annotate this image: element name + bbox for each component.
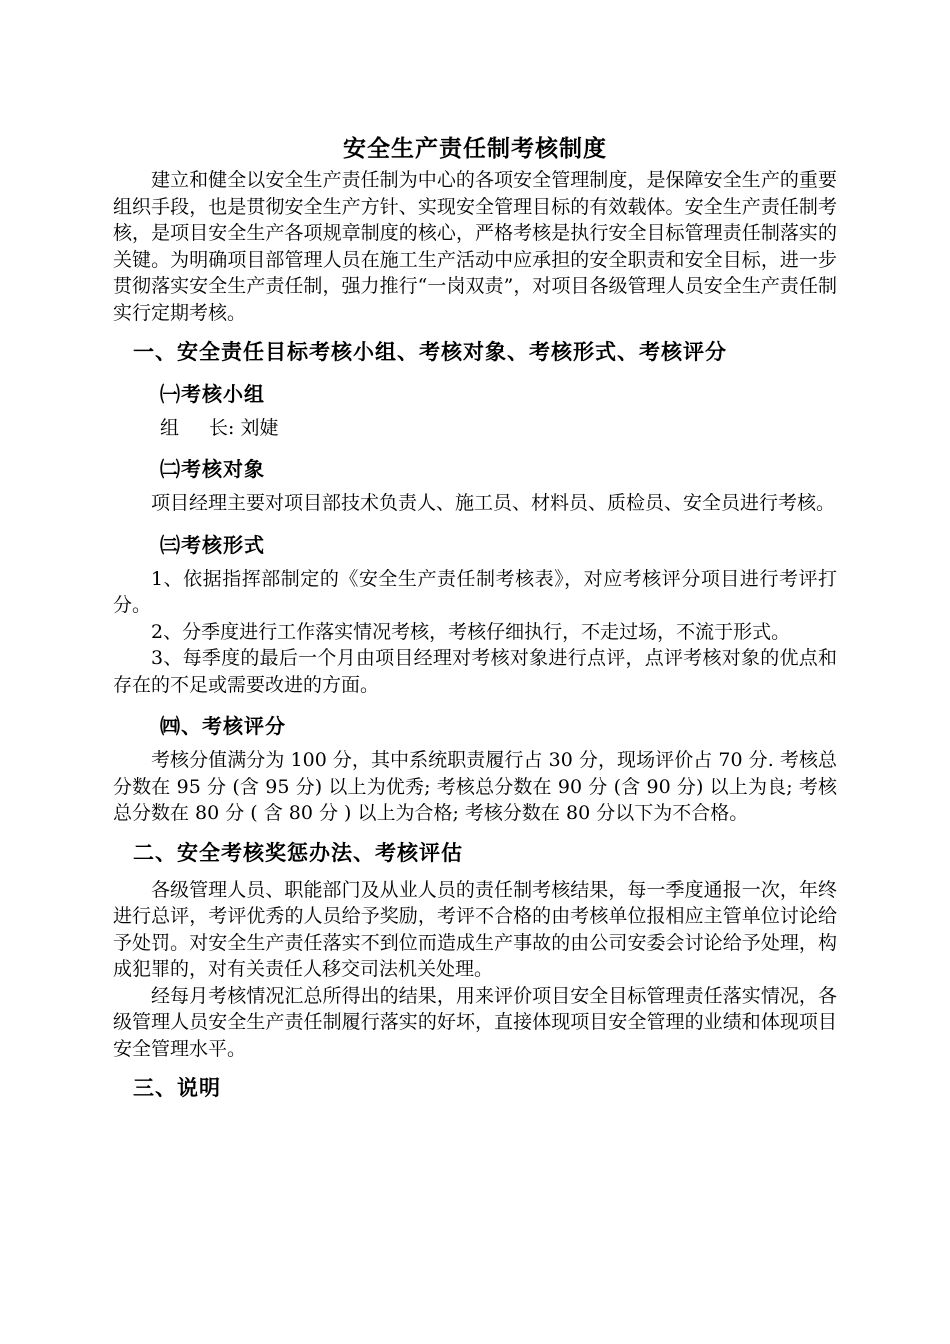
leader-label-a: 组 [160,417,180,439]
leader-label-b: 长 [209,417,229,439]
section-3-heading: 三、说明 [133,1075,221,1100]
subsection-assessment-group-heading: ㈠考核小组 [160,382,265,406]
subsection-assessment-form-heading: ㈢考核形式 [160,532,265,557]
section-2-paragraph-1: 各级管理人员、职能部门及从业人员的责任制考核结果，每一季度通报一次，年终进行总评，考评优秀的人员给予奖励，考评不合格的由考核单位报相应主管单位讨论给予处罚。对安全生产责任落实不到位而造成生产事故的由公司安委会讨论给予处理，构成犯罪的，对有关责任人移交司法机关处理。 [113,878,837,980]
group-leader-line [160,415,837,441]
document-title: 安全生产责任制考核制度 [343,135,607,162]
subsection-scoring-heading: ㈣、考核评分 [160,714,286,738]
assessment-form-item-2: 2、分季度进行工作落实情况考核，考核仔细执行，不走过场，不流于形式。 [151,620,791,643]
subsection-assessment-targets-heading: ㈡考核对象 [160,457,265,481]
intro-paragraph: 建立和健全以安全生产责任制为中心的各项安全管理制度，是保障安全生产的重要组织手段，也是贯彻安全生产方针、实现安全管理目标的有效载体。安全生产责任制考核，是项目安全生产各项规章制度的核心，严格考核是执行安全目标管理责任制落实的关键。为明确项目部管理人员在施工生产活动中应承担的安全职责和安全目标，进一步贯彻落实安全生产责任制，强力推行“一岗双责”，对项目各级管理人员安全生产责任制实行定期考核。 [113,169,837,324]
assessment-form-item-1: 1、依据指挥部制定的《安全生产责任制考核表》，对应考核评分项目进行考评打分。 [113,567,837,616]
scoring-text: 考核分值满分为 100 分，其中系统职责履行占 30 分，现场评价占 70 分. 考核总分数在 95 分 (含 95 分) 以上为优秀; 考核总分数在 90 分 (含 90 分) 以上为良; 考核总分数在 80 分 ( 含 80 分 ) 以上为合格; 考核分数在 80 分以下为不合格。 [113,749,837,824]
section-1-heading: 一、安全责任目标考核小组、考核对象、考核形式、考核评分 [133,339,727,364]
assessment-targets-text: 项目经理主要对项目部技术负责人、施工员、材料员、质检员、安全员进行考核。 [151,492,836,514]
leader-value: : 刘婕 [228,417,279,439]
section-2-paragraph-2: 经每月考核情况汇总所得出的结果，用来评价项目安全目标管理责任落实情况，各级管理人员安全生产责任制履行落实的好坏，直接体现项目安全管理的业绩和体现项目安全管理水平。 [113,984,837,1060]
section-2-heading: 二、安全考核奖惩办法、考核评估 [133,839,463,865]
document-page [113,130,837,1112]
assessment-form-item-3: 3、每季度的最后一个月由项目经理对考核对象进行点评，点评考核对象的优点和存在的不足或需要改进的方面。 [113,647,837,696]
